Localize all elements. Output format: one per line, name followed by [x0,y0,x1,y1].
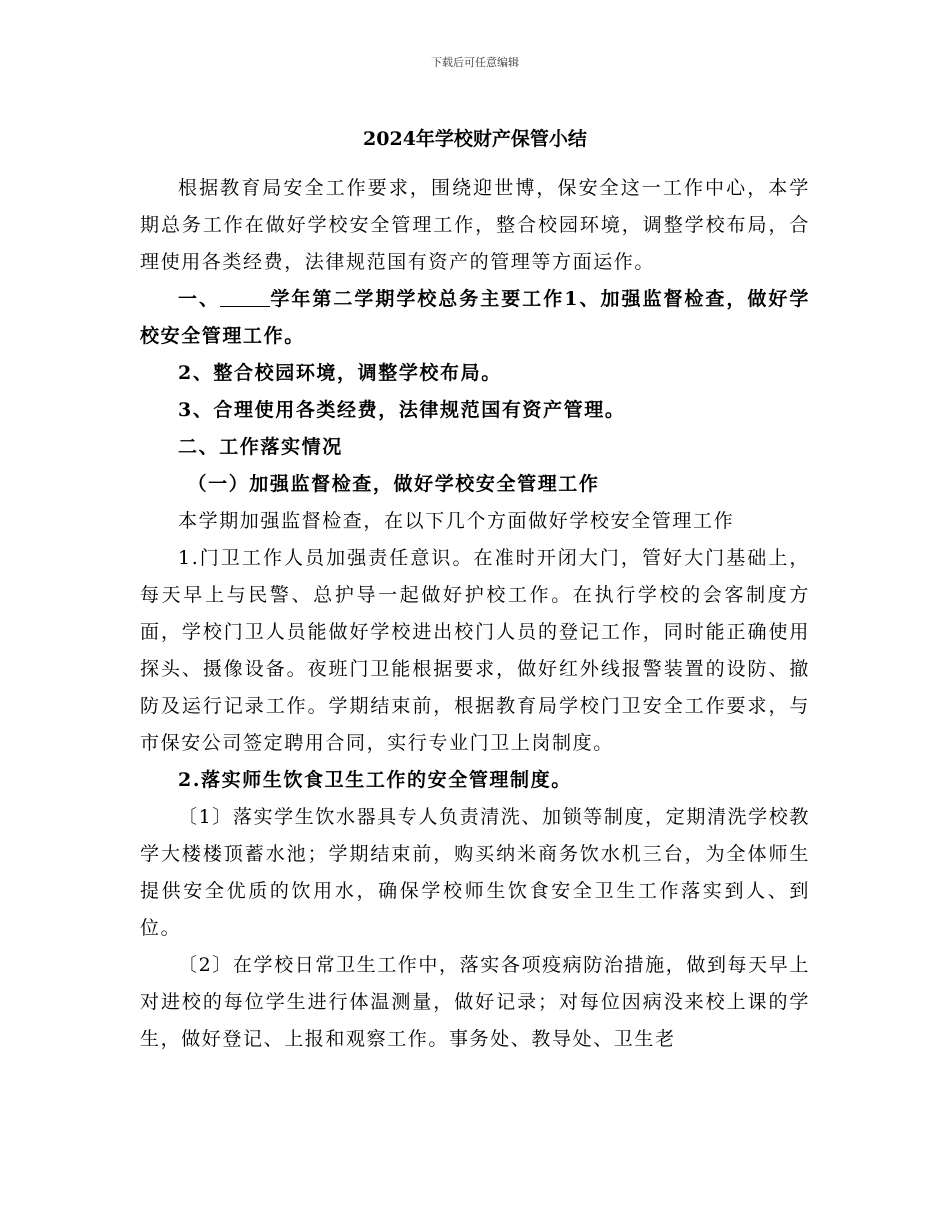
section-1-prefix: 一、 [178,288,220,310]
section-1-item-2: 2、整合校园环境，调整学校布局。 [178,362,502,384]
paragraph-2-title: 2.落实师生饮食卫生工作的安全管理制度。 [178,769,572,791]
blank-underline [220,287,270,307]
section-1-item-3: 3、合理使用各类经费，法律规范国有资产管理。 [178,399,626,421]
paragraph-1: 1.门卫工作人员加强责任意识。在准时开闭大门，管好大门基础上，每天早上与民警、总护导一起做好护校工作。在执行学校的会客制度方面，学校门卫人员能做好学校进出校门人员的登记工作，同时能正确使用探头、摄像设备。夜班门卫能根据要求，做好红外线报警装置的设防、撤防及运行记录工作。学期结束前，根据教育局学校门卫安全工作要求，与市保安公司签定聘用合同，实行专业门卫上岗制度。 [140,547,810,754]
section-2-heading: 二、工作落实情况 [178,436,343,458]
document-title: 2024年学校财产保管小结 [363,128,587,150]
section-2-subheading-1: （一）加强监督检查，做好学校安全管理工作 [187,473,600,495]
section-1-heading [140,281,810,355]
section-2-sub1-text: 本学期加强监督检查，在以下几个方面做好学校安全管理工作 [178,510,735,532]
paragraph-2-item-2: 〔2〕在学校日常卫生工作中，落实各项疫病防治措施，做到每天早上对进校的每位学生进行体温测量，做好记录；对每位因病没来校上课的学生，做好登记、上报和观察工作。事务处、教导处、卫生老 [140,954,810,1050]
page-header: 下载后可任意编辑 [431,56,519,69]
document-body [140,170,810,1058]
paragraph-2-item-1: 〔1〕落实学生饮水器具专人负责清洗、加锁等制度，定期清洗学校教学大楼楼顶蓄水池；学期结束前，购买纳米商务饮水机三台，为全体师生提供安全优质的饮用水，确保学校师生饮食安全卫生工作落实到人、到位。 [140,806,810,939]
section-1-text: 学年第二学期学校总务主要工作1、加强监督检查，做好学校安全管理工作。 [140,288,810,347]
intro-paragraph: 根据教育局安全工作要求，围绕迎世博，保安全这一工作中心，本学期总务工作在做好学校安全管理工作，整合校园环境，调整学校布局，合理使用各类经费，法律规范国有资产的管理等方面运作。 [140,177,810,273]
